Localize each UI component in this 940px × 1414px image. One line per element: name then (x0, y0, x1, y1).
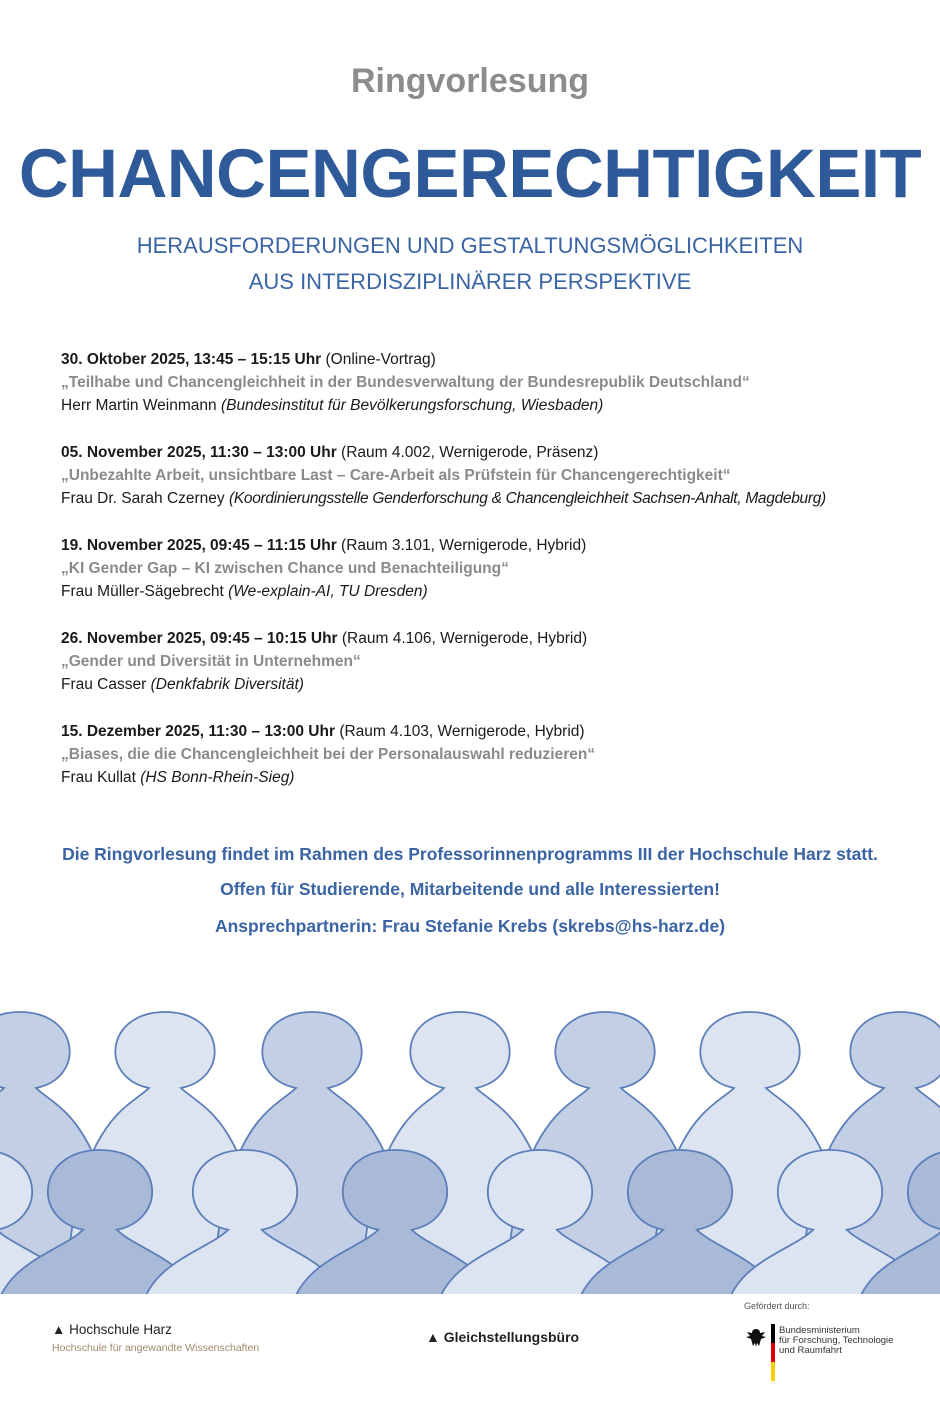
event-item (61, 534, 936, 627)
event-date: 19. November 2025, 09:45 – 11:15 Uhr (61, 537, 337, 554)
event-date: 05. November 2025, 11:30 – 13:00 Uhr (61, 444, 337, 461)
event-affiliation: (Denkfabrik Diversität) (150, 676, 304, 693)
event-title: „Unbezahlte Arbeit, unsichtbare Last – Care-Arbeit als Prüfstein für Chancengerechtigkeit“ (61, 467, 731, 484)
crowd-illustration (0, 998, 940, 1294)
subtitle-line-1: HERAUSFORDERUNGEN UND GESTALTUNGSMÖGLICHKEITEN (136, 233, 804, 258)
event-location: (Online-Vortrag) (325, 351, 436, 368)
bmbf-line: Bundesministerium (779, 1325, 860, 1336)
event-item (61, 348, 936, 441)
event-location: (Raum 3.101, Wernigerode, Hybrid) (341, 537, 587, 554)
subtitle-line-2: AUS INTERDISZIPLINÄRER PERSPEKTIVE (248, 269, 692, 294)
event-affiliation: (Koordinierungsstelle Genderforschung & Chancengleichheit Sachsen-Anhalt, Magdeburg) (229, 490, 826, 507)
federal-eagle-icon (744, 1326, 768, 1350)
event-speaker: Frau Kullat (61, 769, 136, 786)
gleichstellungsbuero-logo: ▲ Gleichstellungsbüro (426, 1329, 580, 1345)
event-title: „KI Gender Gap – KI zwischen Chance und Benachteiligung“ (61, 560, 509, 577)
german-flag-icon (771, 1324, 775, 1381)
event-title: „Biases, die die Chancengleichheit bei der Personalauswahl reduzieren“ (61, 746, 596, 763)
event-affiliation: (HS Bonn-Rhein-Sieg) (140, 769, 295, 786)
hochschule-harz-logo: ▲ Hochschule Harz (52, 1322, 172, 1337)
event-speaker: Frau Dr. Sarah Czerney (61, 490, 225, 507)
event-date: 15. Dezember 2025, 11:30 – 13:00 Uhr (61, 723, 336, 740)
event-date: 30. Oktober 2025, 13:45 – 15:15 Uhr (61, 351, 322, 368)
event-speaker: Frau Müller-Sägebrecht (61, 583, 224, 600)
bmbf-line: für Forschung, Technologie (779, 1335, 894, 1346)
info-program: Die Ringvorlesung findet im Rahmen des Professorinnenprogramms III der Hochschule Harz statt. (62, 844, 878, 864)
event-title: „Gender und Diversität in Unternehmen“ (61, 653, 361, 670)
event-item (61, 627, 936, 720)
event-location: (Raum 4.103, Wernigerode, Hybrid) (339, 723, 585, 740)
bmbf-line: und Raumfahrt (779, 1345, 842, 1356)
hochschule-tagline: Hochschule für angewandte Wissenschaften (52, 1342, 260, 1354)
event-location: (Raum 4.106, Wernigerode, Hybrid) (341, 630, 588, 647)
event-affiliation: (We-explain-AI, TU Dresden) (228, 583, 428, 600)
event-title: „Teilhabe und Chancengleichheit in der Bundesverwaltung der Bundesrepublik Deutschland“ (61, 374, 750, 391)
info-audience: Offen für Studierende, Mitarbeitende und alle Interessierten! (220, 879, 720, 899)
funding-label: Gefördert durch: (744, 1301, 810, 1311)
bmbf-logo (779, 1326, 893, 1356)
event-location: (Raum 4.002, Wernigerode, Präsenz) (341, 444, 599, 461)
event-item (61, 441, 936, 534)
event-list (61, 348, 936, 813)
info-contact: Ansprechpartnerin: Frau Stefanie Krebs (skrebs@hs-harz.de) (214, 916, 726, 936)
event-date: 26. November 2025, 09:45 – 10:15 Uhr (61, 630, 338, 647)
event-speaker: Herr Martin Weinmann (61, 397, 217, 414)
event-speaker: Frau Casser (61, 676, 147, 693)
event-item (61, 720, 936, 813)
event-affiliation: (Bundesinstitut für Bevölkerungsforschung, Wiesbaden) (220, 397, 604, 414)
pretitle: Ringvorlesung (350, 62, 590, 100)
main-title: CHANCENGERECHTIGKEIT (18, 135, 922, 212)
